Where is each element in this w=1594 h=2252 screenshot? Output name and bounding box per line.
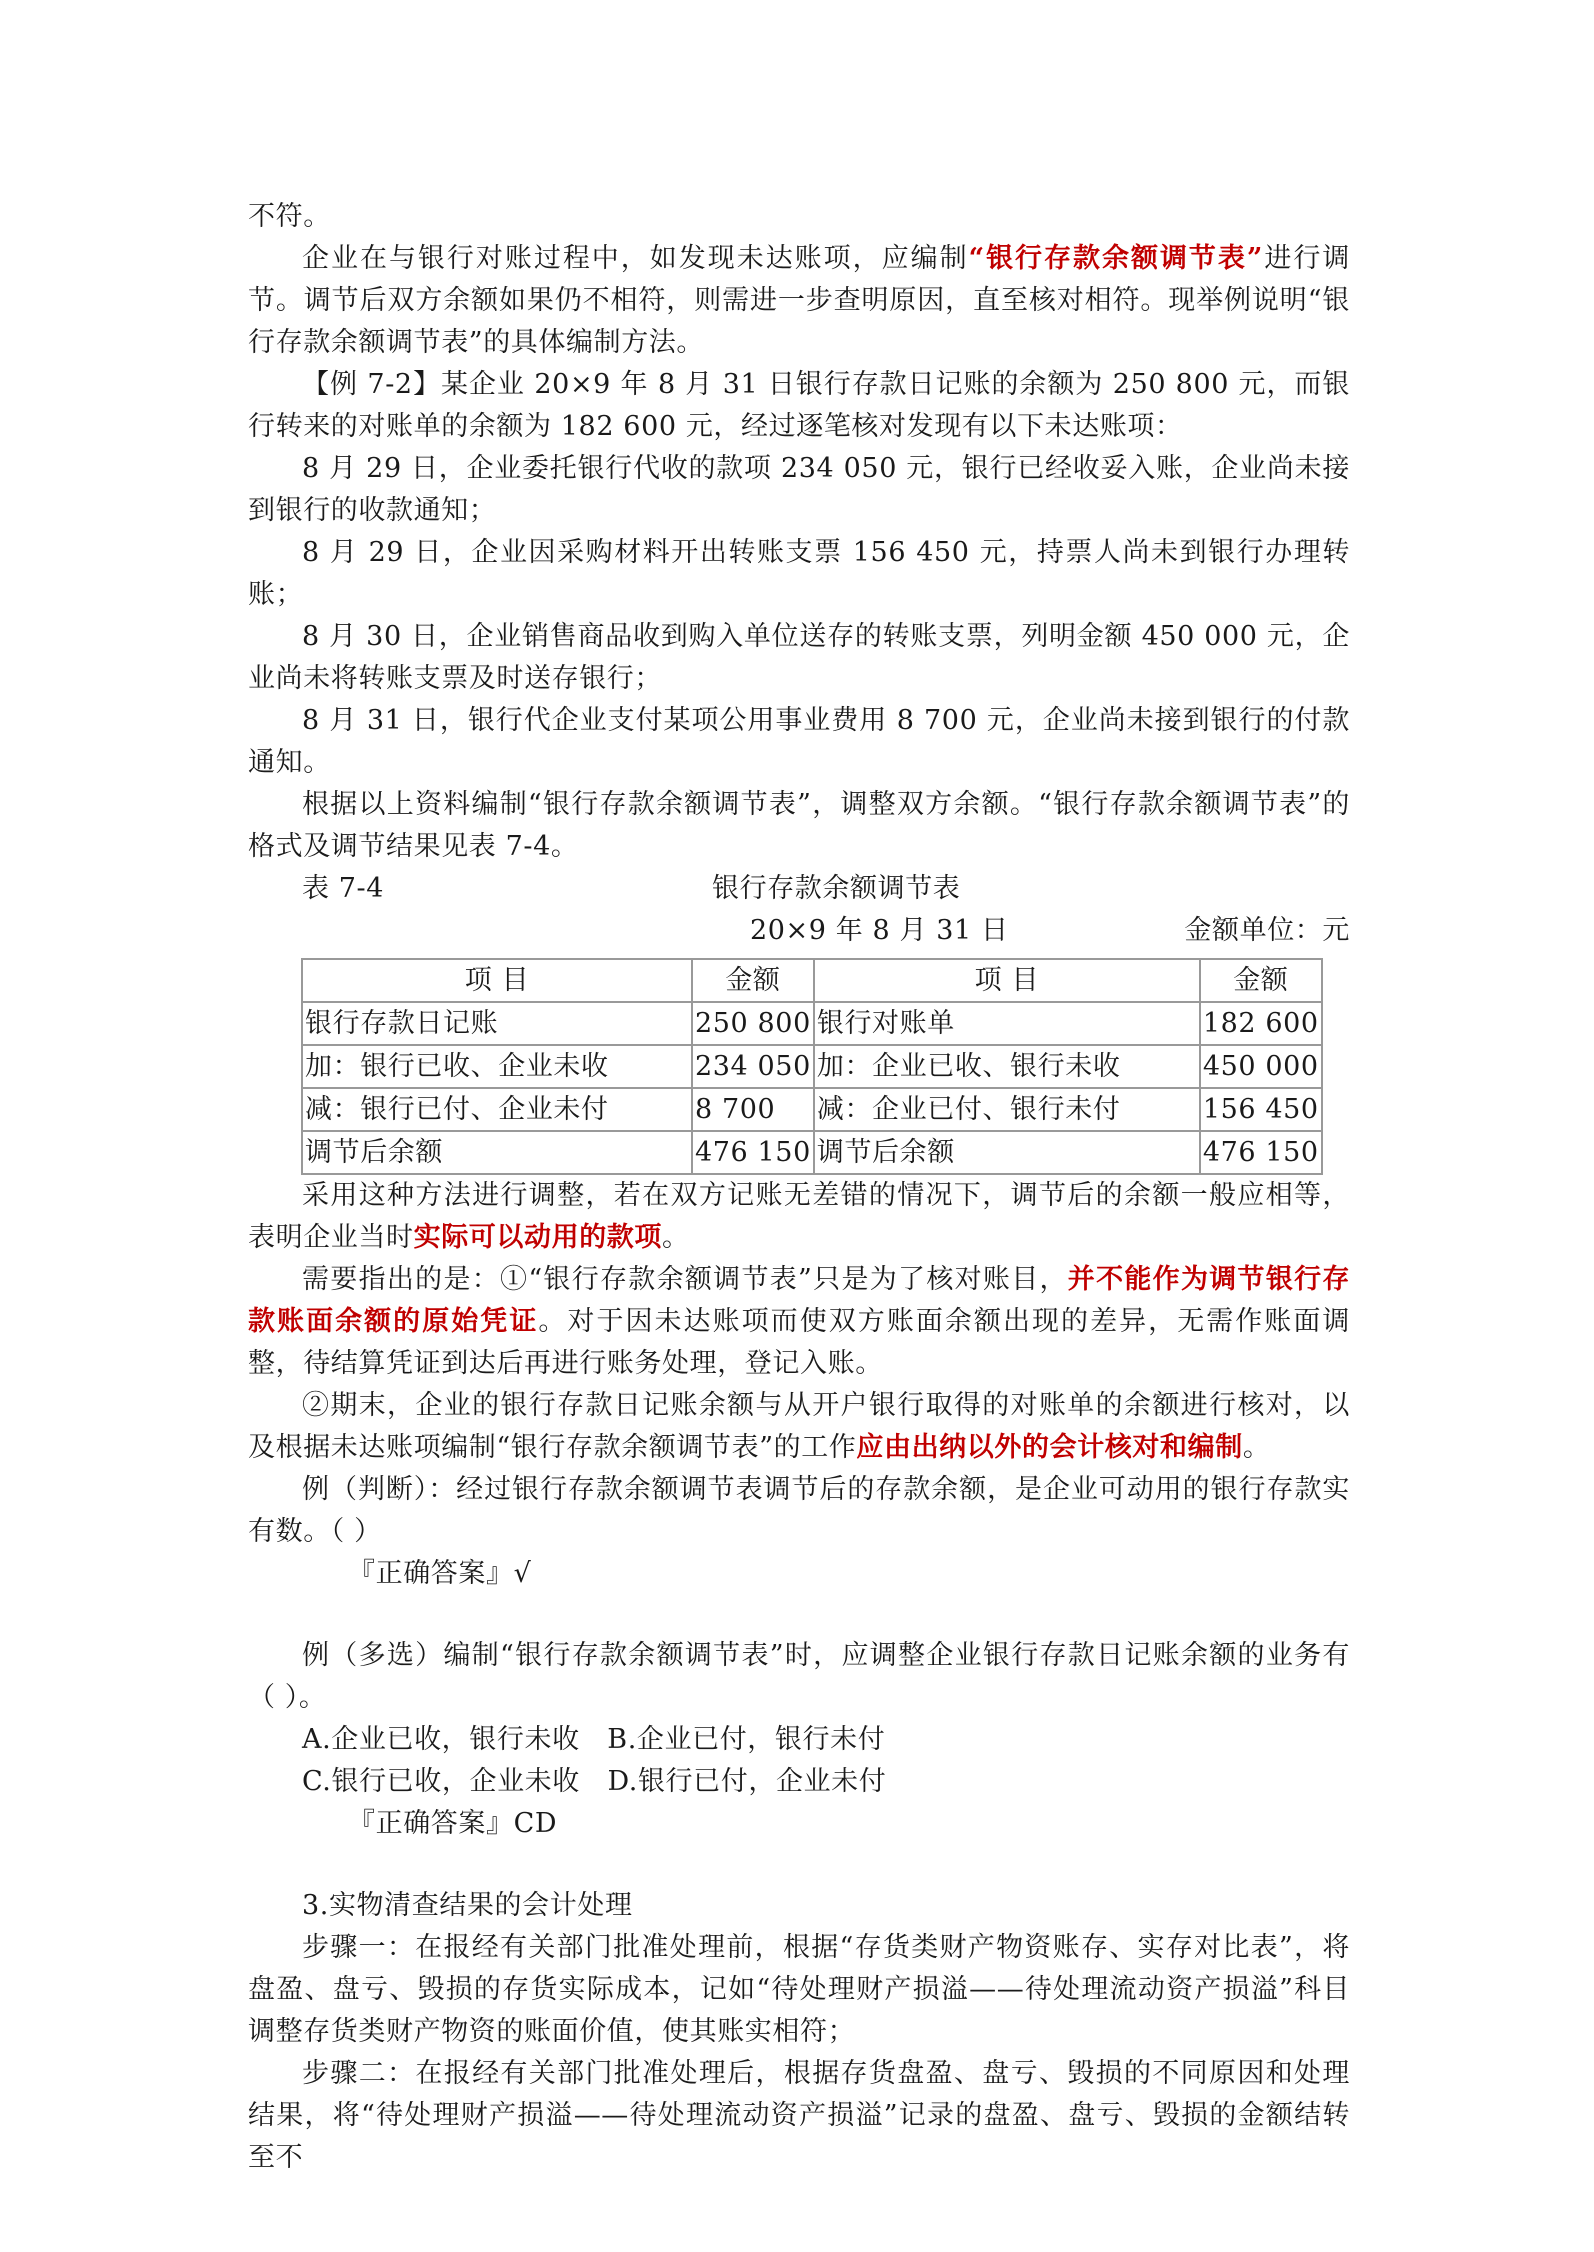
text: 需要指出的是：①“银行存款余额调节表”只是为了核对账目， [302,1264,1068,1295]
header-cell: 金额 [692,959,814,1002]
table-cell: 减：企业已付、银行未付 [814,1088,1200,1131]
table-cell: 调节后余额 [302,1131,692,1174]
paragraph [248,1259,1350,1385]
text: ②期末，企业的银行存款日记账余额与从开户银行取得的对账单的余额进行核对，以及根据未达账项编制“银行存款余额调节表”的工作 [248,1390,1350,1463]
table-unit: 金额单位：元 [1184,915,1350,946]
option-line: C.银行已收，企业未收 D.银行已付，企业未付 [302,1766,887,1797]
paragraph [248,1385,1350,1469]
text: 。 [1242,1432,1271,1463]
paragraph: 步骤一：在报经有关部门批准处理前，根据“存货类财产物资账存、实存对比表”，将盘盈、盘亏、毁损的存货实际成本，记如“待处理财产损溢——待处理流动资产损溢”科目调整存货类财产物资的账面价值，使其账实相符； [248,1932,1350,2047]
answer-line: 『正确答案』CD [348,1808,558,1839]
table-cell: 476 150 [1200,1131,1322,1174]
text: 进行调节。调节后双方余额如果仍不相符，则需进一步查明原因，直至核对相符。现举例说明“银行存款余额调节表”的具体编制方法。 [248,243,1350,358]
table-cell: 156 450 [1200,1088,1322,1131]
table-row [302,1045,1322,1088]
table-cell: 减：银行已付、企业未付 [302,1088,692,1131]
table-cell: 调节后余额 [814,1131,1200,1174]
table-cell: 银行对账单 [814,1002,1200,1045]
table-title: 银行存款余额调节表 [712,873,961,904]
table-cell: 476 150 [692,1131,814,1174]
emphasis-text: “银行存款余额调节表” [968,243,1264,274]
paragraph: 8 月 29 日，企业因采购材料开出转账支票 156 450 元，持票人尚未到银行办理转账； [248,537,1350,610]
answer-line: 『正确答案』√ [348,1558,532,1589]
table-cell: 银行存款日记账 [302,1002,692,1045]
option-line: A.企业已收，银行未收 B.企业已付，银行未付 [302,1724,886,1755]
spacer [248,1845,1350,1885]
text: 采用这种方法进行调整，若在双方记账无差错的情况下，调节后的余额一般应相等，表明企业当时 [248,1180,1350,1253]
reconciliation-table [301,958,1323,1175]
paragraph [248,1175,1350,1259]
table-row [302,1088,1322,1131]
emphasis-text: 应由出纳以外的会计核对和编制 [856,1432,1243,1463]
paragraph: 步骤二：在报经有关部门批准处理后，根据存货盘盈、盘亏、毁损的不同原因和处理结果，将“待处理财产损溢——待处理流动资产损溢”记录的盘盈、盘亏、毁损的金额结转至不 [248,2058,1350,2173]
paragraph: 根据以上资料编制“银行存款余额调节表”，调整双方余额。“银行存款余额调节表”的格式及调节结果见表 7-4。 [248,789,1350,862]
table-cell: 250 800 [692,1002,814,1045]
table-row [302,1131,1322,1174]
paragraph: 8 月 30 日，企业销售商品收到购入单位送存的转账支票，列明金额 450 000 元，企业尚未将转账支票及时送存银行； [248,621,1350,694]
table-cell: 234 050 [692,1045,814,1088]
question-paragraph: 例（多选）编制“银行存款余额调节表”时，应调整企业银行存款日记账余额的业务有（ ）。 [248,1640,1350,1713]
text: 企业在与银行对账过程中，如发现未达账项，应编制 [302,243,969,274]
example-paragraph: 【例 7-2】某企业 20×9 年 8 月 31 日银行存款日记账的余额为 250 800 元，而银行转来的对账单的余额为 182 600 元，经过逐笔核对发现有以下未达账项： [248,369,1350,442]
table-row [302,1002,1322,1045]
document-page [248,196,1350,2179]
text: 。 [662,1222,690,1253]
question-paragraph: 例（判断）：经过银行存款余额调节表调节后的存款余额，是企业可动用的银行存款实有数。（ ） [248,1474,1350,1547]
text: 。对于因未达账项而使双方账面余额出现的差异，无需作账面调整，待结算凭证到达后再进行账务处理，登记入账。 [248,1306,1350,1379]
table-cell: 182 600 [1200,1002,1322,1045]
header-cell: 金额 [1200,959,1322,1002]
emphasis-text: 并不能作为调节银行存款账面余额的原始凭证 [248,1264,1351,1337]
paragraph: 8 月 31 日，银行代企业支付某项公用事业费用 8 700 元，企业尚未接到银行的付款通知。 [248,705,1350,778]
table-cell: 加：企业已收、银行未收 [814,1045,1200,1088]
paragraph [248,238,1350,364]
header-cell: 项 目 [814,959,1200,1002]
spacer [248,1595,1350,1635]
table-subcaption [248,910,1350,952]
header-cell: 项 目 [302,959,692,1002]
table-cell: 8 700 [692,1088,814,1131]
table-cell: 450 000 [1200,1045,1322,1088]
table-date: 20×9 年 8 月 31 日 [750,915,1009,946]
table-label: 表 7-4 [302,873,385,904]
emphasis-text: 实际可以动用的款项 [413,1222,663,1253]
paragraph: 8 月 29 日，企业委托银行代收的款项 234 050 元，银行已经收妥入账，企业尚未接到银行的收款通知； [248,453,1350,526]
table-cell: 加：银行已收、企业未收 [302,1045,692,1088]
paragraph: 不符。 [248,201,331,232]
section-heading: 3.实物清查结果的会计处理 [302,1890,633,1921]
table-header-row [302,959,1322,1002]
table-caption [248,868,1350,910]
